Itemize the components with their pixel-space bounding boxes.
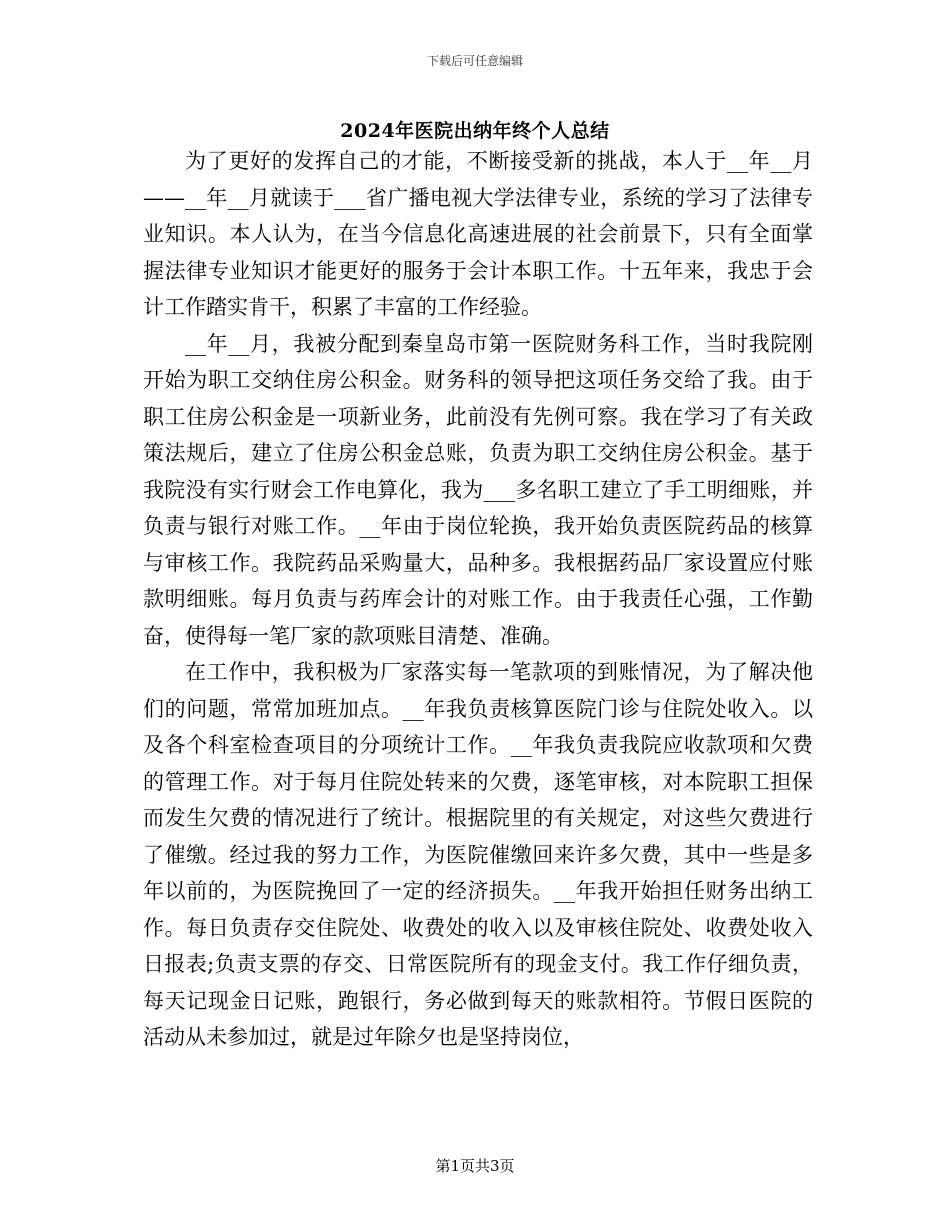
document-body bbox=[143, 143, 813, 1056]
paragraph-3: 在工作中，我积极为厂家落实每一笔款项的到账情况，为了解决他们的问题，常常加班加点。__年我负责核算医院门诊与住院处收入。以及各个科室检查项目的分项统计工作。__年我负责我院应收款项和欠费的管理工作。对于每月住院处转来的欠费，逐笔审核，对本院职工担保而发生欠费的情况进行了统计。根据院里的有关规定，对这些欠费进行了催缴。经过我的努力工作，为医院催缴回来许多欠费，其中一些是多年以前的，为医院挽回了一定的经济损失。__年我开始担任财务出纳工作。每日负责存交住院处、收费处的收入以及审核住院处、收费处收入日报表;负责支票的存交、日常医院所有的现金支付。我工作仔细负责，每天记现金日记账，跑银行，务必做到每天的账款相符。节假日医院的活动从未参加过，就是过年除夕也是坚持岗位， bbox=[143, 660, 813, 1049]
paragraph-2: __年__月，我被分配到秦皇岛市第一医院财务科工作，当时我院刚开始为职工交纳住房公积金。财务科的领导把这项任务交给了我。由于职工住房公积金是一项新业务，此前没有先例可察。我在学习了有关政策法规后，建立了住房公积金总账，负责为职工交纳住房公积金。基于我院没有实行财会工作电算化，我为___多名职工建立了手工明细账，并负责与银行对账工作。__年由于岗位轮换，我开始负责医院药品的核算与审核工作。我院药品采购量大，品种多。我根据药品厂家设置应付账款明细账。每月负责与药库会计的对账工作。由于我责任心强，工作勤奋，使得每一笔厂家的款项账目清楚、准确。 bbox=[143, 331, 813, 648]
document-title: 2024年医院出纳年终个人总结 bbox=[340, 120, 610, 142]
page-footer: 第1页共3页 bbox=[435, 1157, 515, 1175]
paragraph-1: 为了更好的发挥自己的才能，不断接受新的挑战，本人于__年__月——__年__月就读于___省广播电视大学法律专业，系统的学习了法律专业知识。本人认为，在当今信息化高速进展的社会前景下，只有全面掌握法律专业知识才能更好的服务于会计本职工作。十五年来，我忠于会计工作踏实肯干，积累了丰富的工作经验。 bbox=[143, 149, 813, 319]
page-header: 下载后可任意编辑 bbox=[426, 54, 523, 68]
